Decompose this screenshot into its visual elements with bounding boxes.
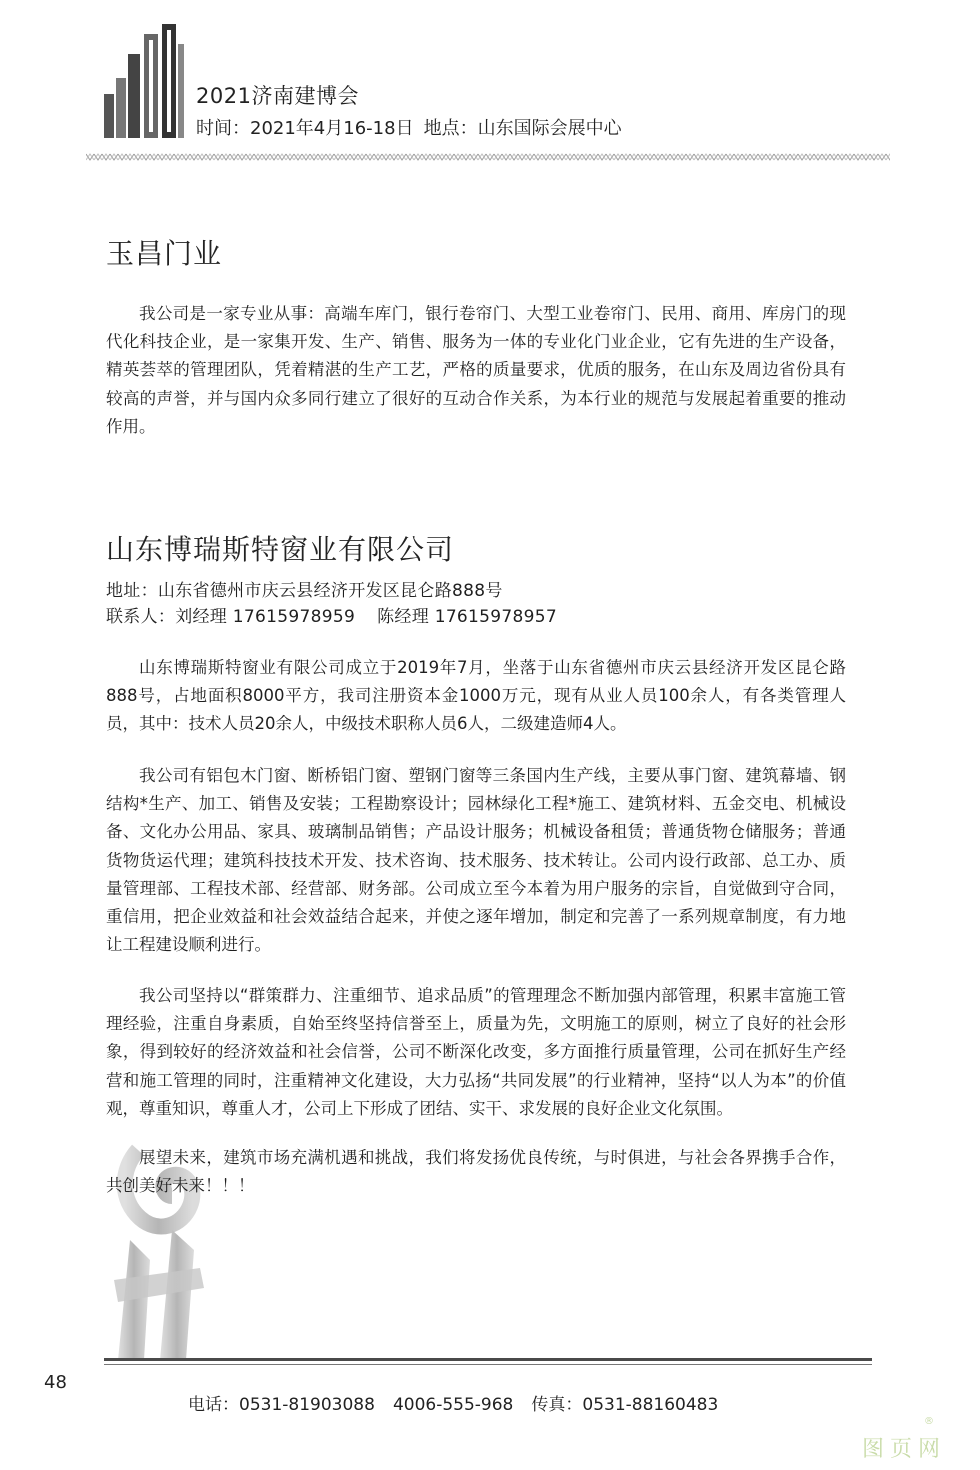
company2-title: 山东博瑞斯特窗业有限公司 bbox=[106, 533, 455, 566]
building-logo-icon bbox=[104, 24, 186, 140]
watermark-registered-mark: ® bbox=[924, 1416, 941, 1427]
event-info bbox=[196, 114, 632, 140]
page-number: 48 bbox=[44, 1372, 67, 1393]
company2-paragraph: 我公司坚持以“群策群力、注重细节、追求品质”的管理理念不断加强内部管理，积累丰富施工管理经验，注重自身素质，自始至终坚持信誉至上，质量为先，文明施工的原则，树立了良好的社会形象，得到较好的经济效益和社会信誉，公司不断深化改变，多方面推行质量管理，公司在抓好生产经营和施工管理的同时，注重精神文化建设，大力弘扬“共同发展”的行业精神，坚持“以人为本”的价值观，尊重知识，尊重人才，公司上下形成了团结、实干、求发展的良好企业文化氛围。 bbox=[106, 986, 846, 1118]
company2-contacts bbox=[106, 602, 557, 627]
watermark bbox=[862, 1416, 947, 1463]
decorative-divider bbox=[86, 150, 890, 164]
company2-paragraph: 山东博瑞斯特窗业有限公司成立于2019年7月，坐落于山东省德州市庆云县经济开发区昆仑路888号，占地面积8000平方，我司注册资本金1000万元，现有从业人员100余人，有各类管理人员，其中：技术人员20余人，中级技术职称人员6人，二级建造师4人。 bbox=[106, 658, 846, 734]
watermark-text: 图页网 bbox=[862, 1437, 947, 1462]
footer-phone2: 4006-555-968 bbox=[392, 1395, 514, 1415]
contact-liu: 联系人：刘经理 17615978959 bbox=[106, 607, 356, 627]
company2-paragraph: 我公司有铝包木门窗、断桥铝门窗、塑钢门窗等三条国内生产线，主要从事门窗、建筑幕墙、钢结构*生产、加工、销售及安装；工程勘察设计；园林绿化工程*施工、建筑材料、五金交电、机械设备、文化办公用品、家具、玻璃制品销售；产品设计服务；机械设备租赁；普通货物仓储服务；普通货物货运代理；建筑科技技术开发、技术咨询、技术服务、技术转让。公司内设行政部、总工办、质量管理部、工程技术部、经营部、财务部。公司成立至今本着为用户服务的宗旨，自觉做到守合同，重信用，把企业效益和社会效益结合起来，并使之逐年增加，制定和完善了一系列规章制度，有力地让工程建设顺利进行。 bbox=[106, 766, 846, 955]
event-time: 时间：2021年4月16-18日 bbox=[196, 118, 414, 139]
company2-paragraph: 展望未来，建筑市场充满机遇和挑战，我们将发扬优良传统，与时俱进，与社会各界携手合作，共创美好未来！！！ bbox=[106, 1148, 846, 1196]
contact-chen: 陈经理 17615978957 bbox=[377, 607, 557, 627]
company2-address: 地址：山东省德州市庆云县经济开发区昆仑路888号 bbox=[106, 581, 503, 601]
footer-divider bbox=[104, 1358, 872, 1361]
footer-contact bbox=[188, 1390, 736, 1415]
footer-fax: 传真：0531-88160483 bbox=[531, 1395, 719, 1415]
company1-title: 玉昌门业 bbox=[106, 237, 223, 270]
company1-description: 我公司是一家专业从事：高端车库门，银行卷帘门、大型工业卷帘门、民用、商用、库房门的现代化科技企业，是一家集开发、生产、销售、服务为一体的专业化门业企业，它有先进的生产设备，精英荟萃的管理团队，凭着精湛的生产工艺，严格的质量要求，优质的服务，在山东及周边省份具有较高的声誉，并与国内众多同行建立了很好的互动合作关系，为本行业的规范与发展起着重要的推动作用。 bbox=[106, 304, 846, 436]
event-title: 2021济南建博会 bbox=[196, 84, 359, 108]
footer-divider-thin bbox=[104, 1364, 872, 1365]
event-venue: 地点：山东国际会展中心 bbox=[423, 118, 622, 139]
footer-phone: 电话：0531-81903088 bbox=[188, 1395, 375, 1415]
